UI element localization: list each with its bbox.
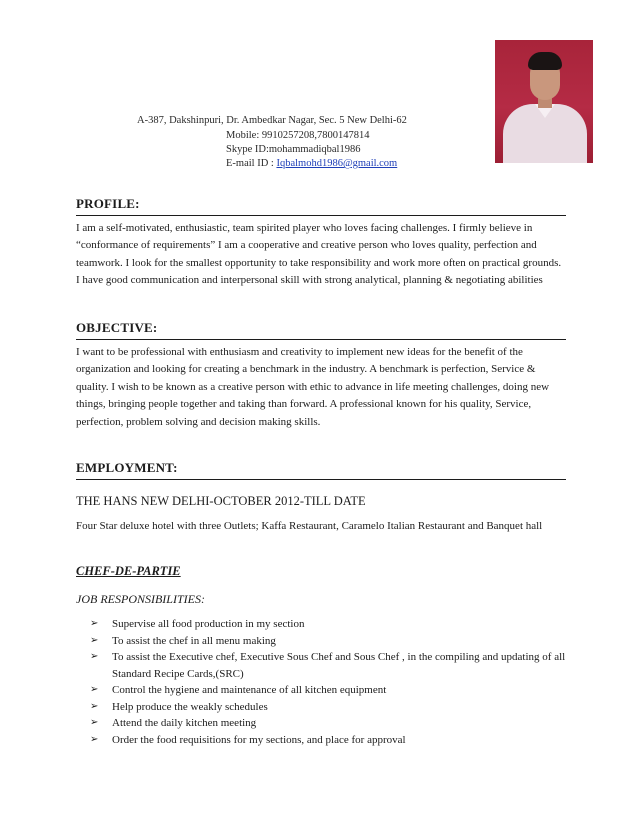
job-position: CHEF-DE-PARTIE — [76, 564, 181, 578]
company-title: THE HANS NEW DELHI-OCTOBER 2012-TILL DATE — [76, 494, 366, 508]
email-label: E-mail ID : — [226, 158, 277, 169]
list-item-text: Order the food requisitions for my sections, and place for approval — [112, 733, 406, 746]
arrow-bullet-icon: ➢ — [90, 634, 99, 646]
list-item — [90, 732, 566, 749]
profile-photo — [495, 40, 593, 163]
responsibilities-heading: JOB RESPONSIBILITIES: — [76, 592, 205, 606]
arrow-bullet-icon: ➢ — [90, 733, 99, 745]
employment-section — [76, 460, 566, 480]
profile-text: I am a self-motivated, enthusiastic, team spirited player who loves facing challenges. I firmly believe in “conformance of requirements” I am a cooperative and creative person who loves quality, perfection and teamwork. I look for the smallest opportunity to take responsibility and work more often on practical grounds. I have good communication and interpersonal skill with strong analytical, planning & negotiating abilities — [76, 222, 562, 287]
responsibilities-list — [90, 616, 566, 748]
objective-text: I want to be professional with enthusiasm and creativity to implement new ideas for the benefit of the organization and looking for creating a benchmark in the industry. A benchmark is perfection, Service & quality. I wish to be known as a creative person with ethic to advance in life meeting challenges, doing new things, bringing people together and taking than forward. A professional known for his quality, Service, perfection, problem solving and decision making skills. — [76, 346, 550, 428]
objective-heading: OBJECTIVE: — [76, 320, 566, 340]
list-item-text: Help produce the weakly schedules — [112, 700, 268, 713]
list-item — [90, 633, 566, 650]
list-item-text: Attend the daily kitchen meeting — [112, 717, 257, 729]
list-item-text: To assist the chef in all menu making — [112, 634, 276, 647]
company-description: Four Star deluxe hotel with three Outlets; Kaffa Restaurant, Caramelo Italian Restaurant and Banquet hall — [76, 520, 543, 532]
profile-section — [76, 196, 566, 290]
list-item-text: To assist the Executive chef, Executive Sous Chef and Sous Chef , in the compiling and updating of all Standard Recipe Cards,(SRC) — [112, 651, 566, 680]
list-item-text: Supervise all food production in my section — [112, 618, 305, 630]
email-link[interactable]: Iqbalmohd1986@gmail.com — [276, 158, 398, 169]
arrow-bullet-icon: ➢ — [90, 717, 99, 728]
email-line — [226, 157, 397, 171]
arrow-bullet-icon: ➢ — [90, 684, 99, 695]
profile-heading: PROFILE: — [76, 196, 566, 216]
list-item — [90, 682, 566, 699]
list-item — [90, 699, 566, 716]
arrow-bullet-icon: ➢ — [90, 700, 99, 712]
address: A-387, Dakshinpuri, Dr. Ambedkar Nagar, Sec. 5 New Delhi-62 — [137, 115, 407, 126]
mobile-numbers: Mobile: 9910257208,7800147814 — [226, 130, 370, 141]
arrow-bullet-icon: ➢ — [90, 618, 99, 629]
skype-id: Skype ID:mohammadiqbal1986 — [226, 144, 361, 155]
list-item-text: Control the hygiene and maintenance of all kitchen equipment — [112, 684, 387, 696]
objective-section — [76, 320, 566, 431]
employment-heading: EMPLOYMENT: — [76, 460, 566, 480]
list-item — [90, 715, 566, 732]
arrow-bullet-icon: ➢ — [90, 651, 99, 662]
list-item — [90, 616, 566, 633]
list-item — [90, 649, 566, 682]
